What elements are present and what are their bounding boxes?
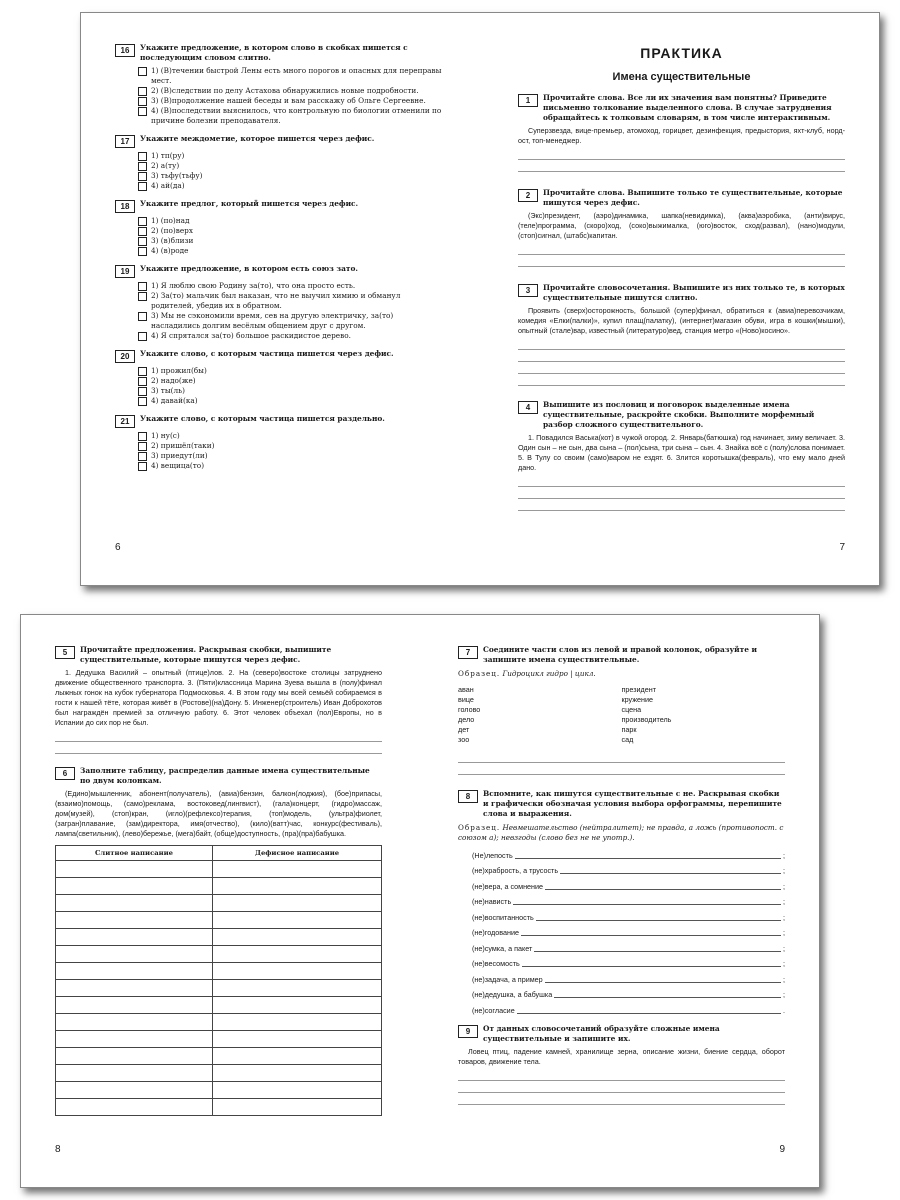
task-prompt: Укажите предложение, в котором слово в скобках пишется с последующим словом слитно. xyxy=(140,43,408,62)
task-prompt: Укажите слово, с которым частица пишется через дефис. xyxy=(140,349,394,358)
answer-line[interactable] xyxy=(518,362,845,374)
task-number: 3 xyxy=(518,284,538,297)
answer-line[interactable] xyxy=(518,475,845,487)
answer-checkbox[interactable] xyxy=(138,312,147,321)
table-cell[interactable] xyxy=(56,1048,213,1065)
word-part-right: парк xyxy=(621,725,637,734)
fill-in-row[interactable] xyxy=(472,923,785,939)
task-17 xyxy=(115,134,442,191)
answer-line[interactable] xyxy=(518,243,845,255)
table-cell[interactable] xyxy=(56,1065,213,1082)
task-number: 7 xyxy=(458,646,478,659)
row-punct: ; xyxy=(783,912,785,922)
task-number: 5 xyxy=(55,646,75,659)
table-cell[interactable] xyxy=(56,861,213,878)
answer-checkbox[interactable] xyxy=(138,442,147,451)
answer-line[interactable] xyxy=(518,374,845,386)
table-row xyxy=(56,1014,382,1031)
table-cell[interactable] xyxy=(212,980,381,997)
answer-option: 2) (В)следствии по делу Астахова обнаружились новые подробности. xyxy=(151,86,419,95)
fill-in-row[interactable] xyxy=(472,876,785,892)
row-punct: ; xyxy=(783,928,785,937)
answer-option: 3) тьфу(тьфу) xyxy=(151,171,203,180)
table-cell[interactable] xyxy=(212,1014,381,1031)
answer-option: 3) приедут(ли) xyxy=(151,451,208,460)
table-header: Слитное написание xyxy=(56,846,213,861)
task-9 xyxy=(458,1024,785,1105)
book-spread-pages-6-7 xyxy=(80,12,880,586)
table-cell[interactable] xyxy=(212,963,381,980)
task-prompt: Вспомните, как пишутся существительные с не. Раскрывая скобки и графически обозначая условия выбора орфограммы, перепишите слова и выражения. xyxy=(483,789,782,818)
table-cell[interactable] xyxy=(212,861,381,878)
task-8 xyxy=(458,789,785,1016)
answer-option: 1) ну(с) xyxy=(151,431,180,440)
answer-option: 4) ай(да) xyxy=(151,181,185,190)
answer-option: 2) пришёл(таки) xyxy=(151,441,215,450)
answer-line[interactable] xyxy=(55,730,382,742)
table-row xyxy=(56,946,382,963)
table-row xyxy=(56,912,382,929)
task-prompt: Выпишите из пословиц и поговорок выделенные имена существительные, раскройте скобки. Выполните морфемный разбор сложного существительного. xyxy=(543,400,815,429)
answer-checkbox[interactable] xyxy=(138,182,147,191)
answer-checkbox[interactable] xyxy=(138,282,147,291)
answer-option: 2) За(то) мальчик был наказан, что не выучил химию и обманул родителей, убедив их в обратном. xyxy=(151,291,401,310)
answer-line[interactable] xyxy=(458,1069,785,1081)
answer-option: 1) (по)над xyxy=(151,216,190,225)
row-punct: ; xyxy=(783,959,785,968)
page-7 xyxy=(480,13,879,585)
answer-table xyxy=(55,845,382,1116)
answer-checkbox[interactable] xyxy=(138,107,147,116)
answer-line[interactable] xyxy=(518,338,845,350)
fill-in-word: (не)дедушка, а бабушка xyxy=(472,990,553,999)
task-number: 1 xyxy=(518,94,538,107)
table-cell[interactable] xyxy=(212,1031,381,1048)
task-text: Ловец птиц, падение камней, хранилище зерна, описание жизни, биение сердца, оборот товаров, движение тела. xyxy=(458,1046,785,1066)
task-7 xyxy=(458,645,785,775)
sample-text: Невмешательство (нейтралитет); не правда, а ложь (противопост. с союзом а); невзгоды (слово без не не употр.). xyxy=(458,823,784,842)
table-cell[interactable] xyxy=(212,1048,381,1065)
task-text: 1. Повадился Васька(кот) в чужой огород. 2. Январь(батюшка) год начинает, зиму величает. 3. Один сын – не сын, два сына – (пол)сына, три сына – сын. 4. Знайка всё с (полу)слова понимает. 5. В Тулу со своим (само)варом не ездят. 6. Злится коротышка(февраль), что ему мало дней дано. xyxy=(518,433,845,472)
task-19 xyxy=(115,264,442,341)
table-cell[interactable] xyxy=(56,878,213,895)
answer-line[interactable] xyxy=(55,742,382,754)
page-number: 6 xyxy=(115,542,121,553)
word-part-right: сцена xyxy=(621,705,642,714)
answer-line[interactable] xyxy=(518,487,845,499)
word-part-right: кружение xyxy=(621,695,654,704)
fill-in-word: (не)годование xyxy=(472,928,519,937)
fill-in-row[interactable] xyxy=(472,892,785,908)
task-prompt: От данных словосочетаний образуйте сложные имена существительные и запишите их. xyxy=(483,1023,720,1043)
table-cell[interactable] xyxy=(212,946,381,963)
answer-checkbox[interactable] xyxy=(138,152,147,161)
task-prompt: Соедините части слов из левой и правой колонок, образуйте и запишите имена существительные. xyxy=(483,645,758,664)
answer-option: 3) (в)близи xyxy=(151,236,194,245)
table-cell[interactable] xyxy=(212,929,381,946)
task-number: 8 xyxy=(458,790,478,803)
table-row xyxy=(56,895,382,912)
table-row xyxy=(56,1048,382,1065)
table-row xyxy=(56,1065,382,1082)
answer-checkbox[interactable] xyxy=(138,367,147,376)
answer-option: 2) а(ту) xyxy=(151,161,180,170)
row-punct: ; xyxy=(783,881,785,891)
answer-checkbox[interactable] xyxy=(138,217,147,226)
answer-option: 4) Я спрятался за(то) большое раскидистое дерево. xyxy=(151,331,351,340)
fill-in-word: (не)храбрость, а трусость xyxy=(472,866,559,875)
task-prompt: Заполните таблицу, распределив данные имена существительные по двум колонкам. xyxy=(80,766,370,785)
table-cell[interactable] xyxy=(56,980,213,997)
fill-in-row[interactable] xyxy=(472,861,785,877)
table-cell[interactable] xyxy=(56,963,213,980)
fill-in-row[interactable] xyxy=(472,954,785,970)
answer-line[interactable] xyxy=(518,499,845,511)
answer-line[interactable] xyxy=(458,1081,785,1093)
answer-option: 3) Мы не сэкономили время, сев на другую электричку, за(то) насладились долгим весёлым общением друг с другом. xyxy=(151,311,394,330)
task-text: Проявить (сверх)осторожность, большой (супер)финал, обратиться к (авиа)перевозчикам, комедия «Елки(палки)», купил плащ(палатку), (интернет)магазин обуви, игра в кошки(мышки), опытный (стале)вар, известный (литературо)вед, станция метро «(Ново)косино». xyxy=(518,306,845,335)
task-number: 4 xyxy=(518,401,538,414)
task-text: (Едино)мышленник, абонент(получатель), (авиа)бензин, балкон(лоджия), (бое)припасы, (взаимо)помощь, (само)реклама, востоковед(лингвист), (гала)концерт, (гидро)массаж, дом(музей), (стоп)кран, (игло)(рефлексо)терапия, (топ)модель, (ультра)фиолет, (загран)плавание, (зам)директора, имя(отчество), (кило)(ватт)час, конкурс(фестиваль), лампа(светильник), (лево)бережье, (мега)байт, (обще)доступность, (пра)(пра)бабушка. xyxy=(55,789,382,838)
task-21 xyxy=(115,414,442,471)
page-9 xyxy=(420,615,819,1187)
table-cell[interactable] xyxy=(212,1082,381,1099)
task-2 xyxy=(518,188,845,267)
section-subtitle: Имена существительные xyxy=(612,71,751,83)
answer-line[interactable] xyxy=(518,148,845,160)
task-prompt: Укажите междометие, которое пишется через дефис. xyxy=(140,134,375,143)
answer-checkbox[interactable] xyxy=(138,452,147,461)
answer-checkbox[interactable] xyxy=(138,172,147,181)
task-text: Суперзвезда, вице-премьер, атомоход, горицвет, дезинфекция, предыстория, яхт-клуб, норд-ост, топ-менеджер. xyxy=(518,126,845,145)
word-part-left: зоо xyxy=(458,735,470,744)
task-18 xyxy=(115,199,442,256)
answer-option: 1) (В)течении быстрой Лены есть много порогов и опасных для переправы мест. xyxy=(151,66,442,85)
answer-line[interactable] xyxy=(518,255,845,267)
table-cell[interactable] xyxy=(212,895,381,912)
task-number: 19 xyxy=(115,265,135,278)
task-number: 16 xyxy=(115,44,135,57)
row-punct: ; xyxy=(783,850,785,860)
answer-option: 2) надо(же) xyxy=(151,376,196,385)
sample-line xyxy=(458,669,785,679)
row-punct: ; xyxy=(783,943,785,953)
table-cell[interactable] xyxy=(212,997,381,1014)
answer-option: 3) (В)продолжение нашей беседы и вам расскажу об Ольге Сергеевне. xyxy=(151,96,426,105)
answer-option: 1) прожил(бы) xyxy=(151,366,207,375)
word-part-right: производитель xyxy=(621,715,672,724)
word-part-right: сад xyxy=(621,735,634,744)
answer-checkbox[interactable] xyxy=(138,377,147,386)
table-cell[interactable] xyxy=(56,895,213,912)
task-prompt: Укажите предлог, который пишется через дефис. xyxy=(140,199,359,208)
table-row xyxy=(56,963,382,980)
answer-line[interactable] xyxy=(458,1093,785,1105)
table-cell[interactable] xyxy=(56,997,213,1014)
table-cell[interactable] xyxy=(212,1065,381,1082)
fill-in-row[interactable] xyxy=(472,1000,785,1016)
answer-checkbox[interactable] xyxy=(138,397,147,406)
task-4 xyxy=(518,400,845,511)
fill-in-row[interactable] xyxy=(472,845,785,861)
answer-option: 4) (в)роде xyxy=(151,246,189,255)
answer-option: 4) вещица(то) xyxy=(151,461,205,470)
task-prompt: Укажите предложение, в котором есть союз зато. xyxy=(140,264,359,273)
table-row xyxy=(56,1099,382,1116)
page-number: 9 xyxy=(779,1144,785,1155)
answer-checkbox[interactable] xyxy=(138,67,147,76)
table-row xyxy=(56,861,382,878)
word-part-left: дело xyxy=(458,715,475,724)
fill-in-word: (не)сумка, а пакет xyxy=(472,943,533,953)
row-punct: ; xyxy=(783,897,785,906)
table-cell[interactable] xyxy=(56,929,213,946)
answer-line[interactable] xyxy=(458,751,785,763)
answer-option: 1) Я люблю свою Родину за(то), что она просто есть. xyxy=(151,281,356,290)
table-cell[interactable] xyxy=(56,1099,213,1116)
word-part-left: дет xyxy=(458,725,470,734)
word-parts-columns xyxy=(458,685,785,745)
table-row xyxy=(56,1031,382,1048)
answer-line[interactable] xyxy=(458,763,785,775)
task-5 xyxy=(55,645,382,754)
answer-checkbox[interactable] xyxy=(138,432,147,441)
task-prompt: Прочитайте слова. Выпишите только те существительные, которые пишутся через дефис. xyxy=(543,188,843,207)
word-part-left: вице xyxy=(458,695,474,704)
task-number: 21 xyxy=(115,415,135,428)
answer-line[interactable] xyxy=(518,350,845,362)
word-part-left: голово xyxy=(458,705,481,714)
fill-in-row[interactable] xyxy=(472,969,785,985)
task-prompt: Укажите слово, с которым частица пишется раздельно. xyxy=(140,414,385,423)
answer-checkbox[interactable] xyxy=(138,247,147,256)
book-spread-pages-8-9 xyxy=(20,614,820,1188)
sample-text: Гидроцикл гидро | цикл. xyxy=(502,669,596,678)
section-title: ПРАКТИКА xyxy=(640,45,723,61)
table-row xyxy=(56,980,382,997)
answer-checkbox[interactable] xyxy=(138,462,147,471)
sample-label: Образец. xyxy=(458,669,501,678)
table-cell[interactable] xyxy=(56,1014,213,1031)
answer-option: 3) ты(ль) xyxy=(151,386,185,395)
fill-in-word: (не)воспитанность xyxy=(472,912,534,922)
answer-checkbox[interactable] xyxy=(138,97,147,106)
fill-in-row[interactable] xyxy=(472,938,785,954)
fill-in-word: (не)вера, а сомнение xyxy=(472,881,544,891)
fill-in-word: (не)весомость xyxy=(472,959,520,968)
sample-line xyxy=(458,823,785,843)
answer-option: 2) (по)верх xyxy=(151,226,193,235)
page-8 xyxy=(21,615,420,1187)
table-row xyxy=(56,878,382,895)
fill-in-word: (Не)лепость xyxy=(472,850,513,860)
answer-option: 4) давай(ка) xyxy=(151,396,198,405)
task-text: 1. Дедушка Василий – опытный (птице)лов. 2. На (северо)востоке столицы затруднено движение общественного транспорта. 3. (Пяти)классница Марина Зуева вышла в (полу)финал лыжных гонок на кубок губернатора Подмосковья. 4. В этом году мы всей семьёй собираемся в гости к нашей тёте, которая живёт в (Ростове)(на)Дону. 5. Инженер(строитель) Иван Доброхотов был награждён премией за отличную работу. 6. Этот человек объехал (пол)Европы, но в Испании до сих пор не был. xyxy=(55,668,382,727)
answer-checkbox[interactable] xyxy=(138,87,147,96)
task-number: 17 xyxy=(115,135,135,148)
task-text: (Экс)президент, (аэро)динамика, шапка(невидимка), (аква)аэробика, (анти)вирус, (теле)программа, (скоро)ход, (соко)выжималка, (юго)восток, сход(развал), (нано)модули, (стоп)сигнал, (штабс)капитан. xyxy=(518,211,845,240)
table-cell[interactable] xyxy=(212,912,381,929)
table-cell[interactable] xyxy=(212,878,381,895)
fill-in-row[interactable] xyxy=(472,985,785,1001)
page-6 xyxy=(81,13,480,585)
task-number: 20 xyxy=(115,350,135,363)
task-prompt: Прочитайте слова. Все ли их значения вам понятны? Приведите письменно толкование выделенного слова. В случае затруднения обращайтесь к толковым словарям, в том числе интерактивным. xyxy=(543,93,832,122)
answer-checkbox[interactable] xyxy=(138,332,147,341)
table-cell[interactable] xyxy=(56,946,213,963)
page-number: 8 xyxy=(55,1144,61,1155)
task-number: 6 xyxy=(55,767,75,780)
answer-checkbox[interactable] xyxy=(138,162,147,171)
table-row xyxy=(56,929,382,946)
table-cell[interactable] xyxy=(56,1031,213,1048)
table-row xyxy=(56,997,382,1014)
fill-in-row[interactable] xyxy=(472,907,785,923)
answer-option: 1) тп(ру) xyxy=(151,151,185,160)
answer-checkbox[interactable] xyxy=(138,227,147,236)
fill-in-word: (не)нависть xyxy=(472,897,512,906)
answer-option: 4) (В)последствии выяснилось, что контрольную по биологии отменили по причине болезни преподавателя. xyxy=(151,106,442,125)
answer-line[interactable] xyxy=(518,160,845,172)
word-part-left: аван xyxy=(458,685,474,694)
answer-checkbox[interactable] xyxy=(138,292,147,301)
page-number: 7 xyxy=(839,542,845,553)
row-punct: ; xyxy=(783,866,785,875)
answer-checkbox[interactable] xyxy=(138,387,147,396)
task-16 xyxy=(115,43,442,126)
row-punct: ; xyxy=(783,974,785,984)
table-row xyxy=(56,1082,382,1099)
task-number: 2 xyxy=(518,189,538,202)
task-prompt: Прочитайте словосочетания. Выпишите из них только те, в которых существительные пишутся слитно. xyxy=(543,283,845,302)
table-cell[interactable] xyxy=(56,1082,213,1099)
table-header: Дефисное написание xyxy=(212,846,381,861)
fill-in-word: (не)согласие xyxy=(472,1005,515,1015)
task-3 xyxy=(518,283,845,386)
task-number: 18 xyxy=(115,200,135,213)
table-cell[interactable] xyxy=(56,912,213,929)
fill-in-word: (не)задача, а пример xyxy=(472,974,543,984)
table-cell[interactable] xyxy=(212,1099,381,1116)
task-prompt: Прочитайте предложения. Раскрывая скобки, выпишите существительные, которые пишутся через дефис. xyxy=(80,645,332,664)
task-number: 9 xyxy=(458,1025,478,1038)
row-punct: . xyxy=(783,1005,785,1015)
sample-label: Образец. xyxy=(458,823,501,832)
answer-checkbox[interactable] xyxy=(138,237,147,246)
row-punct: ; xyxy=(783,990,785,999)
task-6 xyxy=(55,766,382,1116)
task-1 xyxy=(518,93,845,172)
task-20 xyxy=(115,349,442,406)
word-part-right: президент xyxy=(621,685,656,694)
